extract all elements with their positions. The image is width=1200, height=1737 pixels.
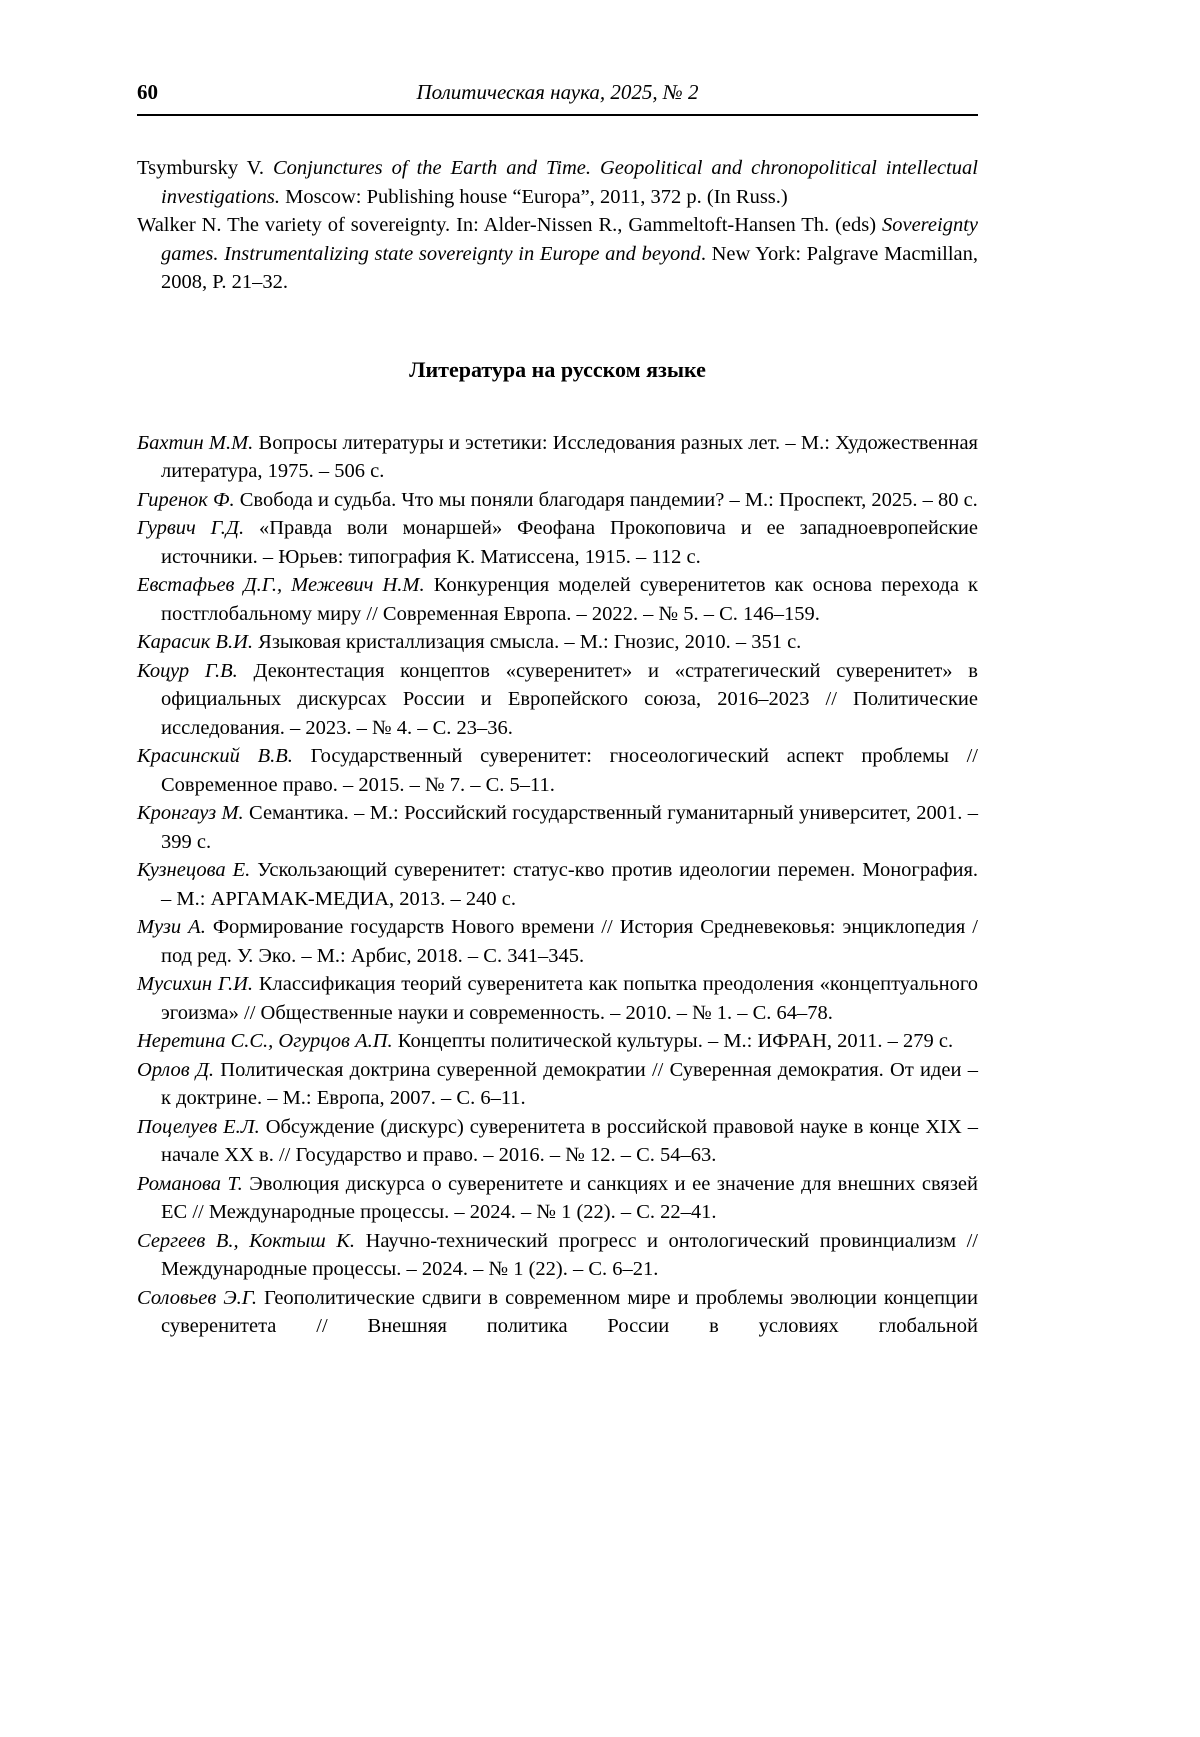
reference-entry-russian: [137, 799, 978, 856]
ref-text-segment: Политическая доктрина суверенной демократии // Суверенная демократия. От идеи – к доктрине. – М.: Европа, 2007. – С. 6–11.: [161, 1058, 979, 1109]
ref-text-segment: Свобода и судьба. Что мы поняли благодаря пандемии? – М.: Проспект, 2025. – 80 с.: [234, 488, 978, 511]
journal-header-title: Политическая наука, 2025, № 2: [416, 80, 699, 104]
reference-entry-russian: [137, 1170, 978, 1227]
ref-italic-segment: Красинский В.В.: [137, 745, 293, 767]
reference-entry-russian: [137, 913, 978, 970]
reference-entry-russian: [137, 571, 978, 628]
reference-entry-russian: [137, 657, 978, 743]
ref-text-segment: Концепты политической культуры. – М.: ИФРАН, 2011. – 279 с.: [392, 1030, 954, 1052]
reference-entry-russian: [137, 970, 978, 1027]
ref-italic-segment: Орлов Д.: [137, 1058, 215, 1081]
ref-text-segment: «Правда воли монаршей» Феофана Прокоповича и ее западноевропейские источники. – Юрьев: типография К. Матиссена, 1915. – 112 с.: [161, 517, 979, 568]
reference-entry-russian: [137, 1227, 978, 1284]
ref-text-segment: Геополитические сдвиги в современном мире и проблемы эволюции концепции суверенитета // Внешняя политика России в условиях глобальной: [161, 1286, 978, 1337]
ref-italic-segment: Гурвич Г.Д.: [137, 517, 245, 539]
ref-text-segment: Классификация теорий суверенитета как попытка преодоления «концептуального эгоизма» // Общественные науки и современность. – 2010. – № 1. – С. 64–78.: [161, 973, 979, 1024]
ref-text-segment: Научно-технический прогресс и онтологический провинциализм // Международные процессы. – 2024. – № 1 (22). – С. 6–21.: [161, 1229, 978, 1280]
ref-text-segment: Государственный суверенитет: гносеологический аспект проблемы // Современное право. – 2015. – № 7. – С. 5–11.: [161, 745, 978, 796]
bibliography-content: [137, 116, 978, 1341]
ref-text-segment: Ускользающий суверенитет: статус-кво против идеологии перемен. Монография. – М.: АРГАМАК-МЕДИА, 2013. – 240 с.: [161, 859, 978, 910]
ref-text-segment: Moscow: Publishing house “Europa”, 2011, 372 p. (In Russ.): [280, 185, 788, 208]
reference-entry-russian: [137, 742, 978, 799]
ref-text-segment: Вопросы литературы и эстетики: Исследования разных лет. – М.: Художественная литература, 1975. – 506 с.: [161, 431, 978, 482]
ref-text-segment: Языковая кристаллизация смысла. – М.: Гнозис, 2010. – 351 с.: [253, 631, 802, 653]
ref-text-segment: Walker N. The variety of sovereignty. In: Alder-Nissen R., Gammeltoft-Hansen Th. (eds): [137, 214, 882, 236]
reference-entry-russian: [137, 486, 978, 515]
ref-italic-segment: Кузнецова Е.: [137, 859, 251, 881]
ref-italic-segment: Евстафьев Д.Г., Межевич Н.М.: [137, 574, 425, 596]
reference-entry-russian: [137, 1113, 978, 1170]
russian-reference-list: [137, 429, 978, 1341]
ref-italic-segment: Мусихин Г.И.: [137, 973, 254, 995]
reference-entry-russian: [137, 1027, 978, 1056]
ref-italic-segment: Бахтин М.М.: [137, 431, 254, 454]
ref-italic-segment: Conjunctures of the Earth and Time. Geopolitical and chronopolitical intellectual investigations.: [161, 157, 978, 208]
page-header: [137, 80, 978, 116]
section-heading: Литература на русском языке: [409, 356, 706, 382]
ref-italic-segment: Романова Т.: [137, 1172, 243, 1195]
ref-text-segment: Конкуренция моделей суверенитетов как основа перехода к постглобальному миру // Современная Европа. – 2022. – № 5. – С. 146–159.: [161, 574, 978, 625]
ref-italic-segment: Гиренок Ф.: [137, 488, 235, 511]
reference-entry-latin: [137, 211, 978, 297]
reference-entry-latin: [137, 154, 978, 211]
ref-text-segment: Обсуждение (дискурс) суверенитета в российской правовой науке в конце XIX – начале XX в. // Государство и право. – 2016. – № 12. – С. 54–63.: [161, 1115, 978, 1166]
reference-entry-russian: [137, 628, 978, 657]
reference-entry-russian: [137, 514, 978, 571]
ref-italic-segment: Сергеев В., Коктыш К.: [137, 1229, 356, 1252]
ref-text-segment: . New York: Palgrave Macmillan, 2008, P. 21–32.: [161, 242, 979, 293]
ref-italic-segment: Соловьев Э.Г.: [137, 1286, 258, 1309]
ref-italic-segment: Поцелуев Е.Л.: [137, 1115, 260, 1138]
ref-italic-segment: Музи А.: [137, 916, 206, 938]
ref-text-segment: Формирование государств Нового времени // История Средневековья: энциклопедия / под ред. У. Эко. – М.: Арбис, 2018. – С. 341–345.: [161, 916, 978, 967]
ref-italic-segment: Sovereignty games. Instrumentalizing state sovereignty in Europe and beyond: [161, 214, 978, 265]
ref-text-segment: Семантика. – М.: Российский государственный гуманитарный университет, 2001. – 399 с.: [161, 802, 978, 853]
page-number: 60: [137, 80, 158, 104]
ref-italic-segment: Кронгауз М.: [137, 802, 244, 824]
reference-entry-russian: [137, 1284, 978, 1341]
ref-italic-segment: Карасик В.И.: [137, 631, 254, 653]
ref-text-segment: Tsymbursky V.: [137, 157, 273, 179]
ref-text-segment: Деконтестация концептов «суверенитет» и «стратегический суверенитет» в официальных дискурсах России и Европейского союза, 2016–2023 // Политические исследования. – 2023. – № 4. – С. 23–36.: [161, 659, 978, 739]
reference-entry-russian: [137, 856, 978, 913]
ref-text-segment: Эволюция дискурса о суверенитете и санкциях и ее значение для внешних связей ЕС // Международные процессы. – 2024. – № 1 (22). – С. 22–41.: [161, 1172, 978, 1223]
reference-entry-russian: [137, 429, 978, 486]
reference-entry-russian: [137, 1056, 978, 1113]
ref-italic-segment: Неретина С.С., Огурцов А.П.: [137, 1030, 393, 1052]
latin-reference-list: [137, 154, 978, 297]
ref-italic-segment: Коцур Г.В.: [137, 659, 238, 682]
